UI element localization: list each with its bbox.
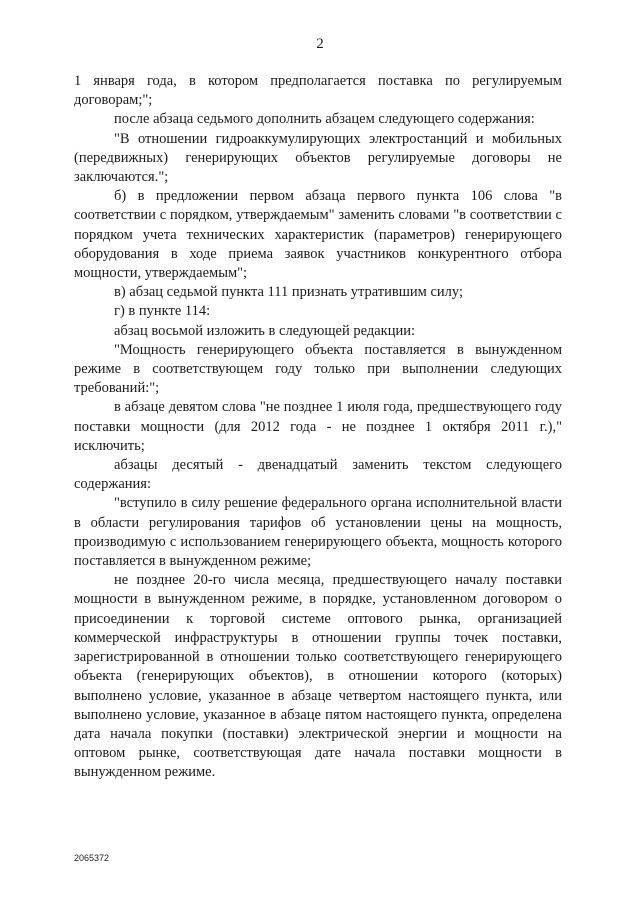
paragraph: "В отношении гидроаккумулирующих электростанций и мобильных (передвижных) генерирующих объектов регулируемые договоры не заключаются."; (74, 130, 562, 186)
paragraph: в абзаце девятом слова "не позднее 1 июля года, предшествующего году поставки мощности (для 2012 года - не позднее 1 октября 2011 г.)," исключить; (74, 399, 562, 454)
paragraph: абзац восьмой изложить в следующей редакции: (114, 322, 416, 339)
paragraph: 1 января года, в котором предполагается поставка по регулируемым договорам;"; (74, 73, 562, 109)
paragraph: "вступило в силу решение федерального органа исполнительной власти в области регулирования тарифов об установлении цены на мощность, производимую с использованием генерирующего объекта, мощность которого поставляется в вынужденном режиме; (74, 495, 562, 570)
paragraph: абзацы десятый - двенадцатый заменить текстом следующего содержания: (74, 457, 562, 493)
paragraph: не позднее 20-го числа месяца, предшествующего началу поставки мощности в вынужденном режиме, в порядке, установленном договором о присоединении к торговой системе оптового рынка, организацией коммерческой инфраструктуры в отношении группы точек поставки, зарегистрированной в отношении только соответствующего генерирующего объекта (генерирующих объектов), в отношении которого (которых) выполнено условие, указанное в абзаце четвертом настоящего пункта, или выполнено условие, указанное в абзаце пятом настоящего пункта, определена дата начала покупки (поставки) электрической энергии и мощности на оптовом рынке, соответствующая дате начала поставки мощности в вынужденном режиме. (74, 572, 562, 781)
paragraph: г) в пункте 114: (114, 303, 211, 320)
paragraph: б) в предложении первом абзаца первого пункта 106 слова "в соответствии с порядком, утверждаемым" заменить словами "в соответствии с порядком учета технических характеристик (параметров) генерирующего оборудования в ходе приема заявок участников конкурентного отбора мощности, утверждаемым"; (74, 188, 562, 282)
page-number: 2 (316, 36, 324, 52)
paragraph: "Мощность генерирующего объекта поставляется в вынужденном режиме в соответствующем году только при выполнении следующих требований:"; (74, 341, 562, 397)
paragraph: после абзаца седьмого дополнить абзацем следующего содержания: (114, 111, 535, 128)
document-code: 2065372 (74, 853, 110, 863)
document-body (74, 72, 562, 783)
paragraph: в) абзац седьмой пункта 111 признать утратившим силу; (114, 284, 463, 301)
